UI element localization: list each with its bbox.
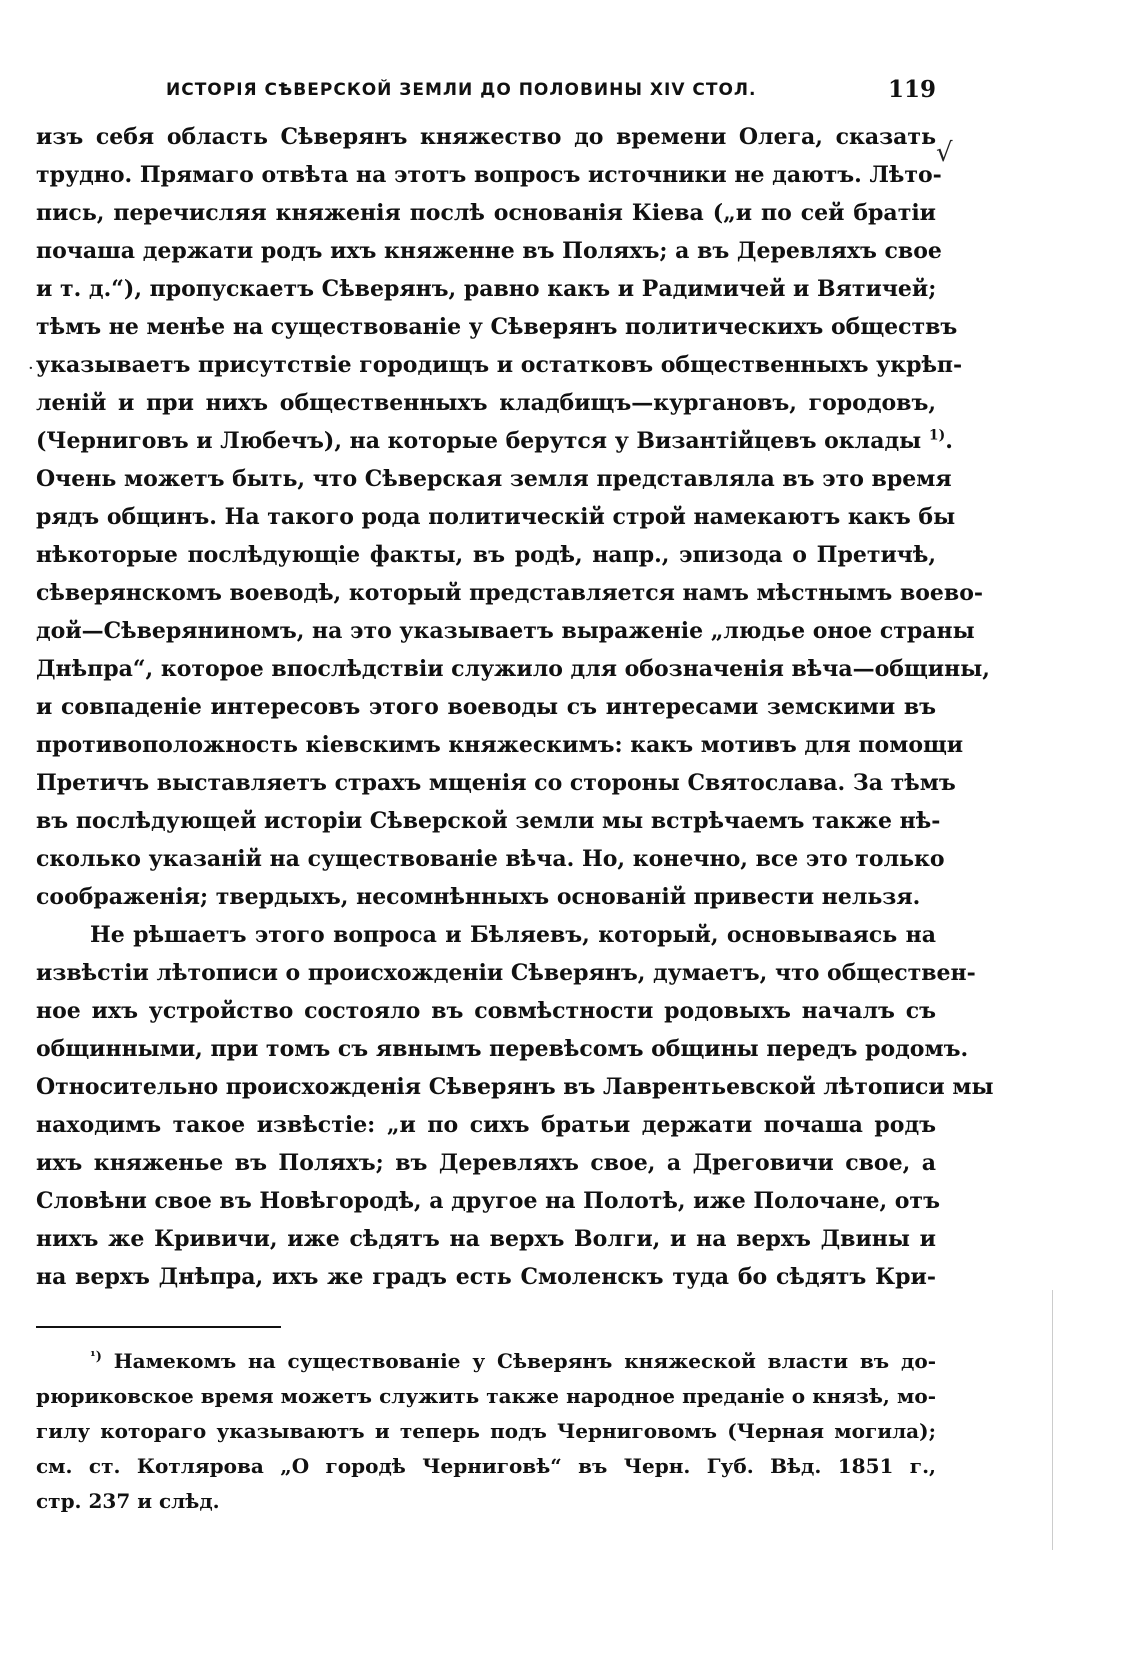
text-line: на верхъ Днѣпра, ихъ же градъ есть Смоленскъ туда бо сѣдятъ Кри- bbox=[36, 1264, 936, 1290]
text-line: нѣкоторые послѣдующіе факты, въ родѣ, напр., эпизода о Претичѣ, bbox=[36, 542, 936, 568]
text-line: общинными, при томъ съ явнымъ перевѣсомъ общины передъ родомъ. bbox=[36, 1036, 969, 1062]
page-header bbox=[36, 70, 936, 118]
page-number: 119 bbox=[887, 76, 936, 103]
text-line: находимъ такое извѣстіе: „и по сихъ братьи держати почаша родъ bbox=[36, 1112, 936, 1138]
text-line: и совпаденіе интересовъ этого воеводы съ интересами земскими въ bbox=[36, 694, 936, 720]
running-title: ИСТОРІЯ СѢВЕРСКОЙ ЗЕМЛИ ДО ПОЛОВИНЫ XIV СТОЛ. bbox=[166, 80, 757, 100]
footnote-line-with-mark bbox=[36, 1344, 936, 1379]
footnote-line: рюриковское время можетъ служить также народное преданіе о князѣ, мо- bbox=[36, 1384, 936, 1408]
main-text bbox=[36, 118, 994, 1296]
text-line: Словѣни свое въ Новѣгородѣ, а другое на Полотѣ, иже Полочане, отъ bbox=[36, 1188, 940, 1214]
text-line: Претичъ выставляетъ страхъ мщенія со стороны Святослава. За тѣмъ bbox=[36, 770, 956, 796]
text-line: и т. д.“), пропускаетъ Сѣверянъ, равно какъ и Радимичей и Вятичей; bbox=[36, 276, 937, 302]
text-line: Очень можетъ быть, что Сѣверская земля представляла въ это время bbox=[36, 466, 952, 492]
text-line: Относительно происхожденія Сѣверянъ въ Лаврентьевской лѣтописи мы bbox=[36, 1074, 994, 1100]
margin-line bbox=[1052, 1290, 1053, 1550]
text-line: трудно. Прямаго отвѣта на этотъ вопросъ источники не даютъ. Лѣто- bbox=[36, 162, 942, 188]
text-line: леній и при нихъ общественныхъ кладбищъ—кургановъ, городовъ, bbox=[36, 390, 936, 416]
footnote-line: см. ст. Котлярова „О городѣ Черниговѣ“ въ Черн. Губ. Вѣд. 1851 г., bbox=[36, 1454, 936, 1478]
text-line: указываетъ присутствіе городищъ и остатковъ общественныхъ укрѣп- bbox=[36, 352, 963, 378]
text-line: почаша держати родъ ихъ княженне въ Поляхъ; а въ Деревляхъ свое bbox=[36, 238, 942, 264]
footnote-line: стр. 237 и слѣд. bbox=[36, 1489, 220, 1513]
paragraph-start-line: Не рѣшаетъ этого вопроса и Бѣляевъ, который, основываясь на bbox=[90, 922, 936, 948]
footnote-line: гилу котораго указываютъ и теперь подъ Черниговомъ (Черная могила); bbox=[36, 1419, 936, 1443]
text-line: въ послѣдующей исторіи Сѣверской земли мы встрѣчаемъ также нѣ- bbox=[36, 808, 941, 834]
text-line: дой—Сѣверяниномъ, на это указываетъ выраженіе „людье оное страны bbox=[36, 618, 975, 644]
text-line: пись, перечисляя княженія послѣ основанія Кіева („и по сей братіи bbox=[36, 200, 936, 226]
footnote-separator bbox=[36, 1326, 281, 1328]
footnote-reference: 1) bbox=[928, 427, 946, 444]
text-line: рядъ общинъ. На такого рода политическій строй намекаютъ какъ бы bbox=[36, 504, 956, 530]
footnote bbox=[36, 1344, 936, 1519]
footnote-line-content: Намекомъ на существованіе у Сѣверянъ княжеской власти въ до- bbox=[113, 1349, 936, 1373]
text-line: ихъ княженье въ Поляхъ; въ Деревляхъ свое, а Дреговичи свое, а bbox=[36, 1150, 936, 1176]
text-line: противоположность кіевскимъ княжескимъ: какъ мотивъ для помощи bbox=[36, 732, 964, 758]
text-line: изъ себя область Сѣверянъ княжество до времени Олега, сказать bbox=[36, 124, 936, 150]
text-line: соображенія; твердыхъ, несомнѣнныхъ основаній привести нельзя. bbox=[36, 884, 921, 910]
text-line: сколько указаній на существованіе вѣча. Но, конечно, все это только bbox=[36, 846, 945, 872]
footnote-mark: ¹) bbox=[90, 1349, 102, 1365]
text-line: нихъ же Кривичи, иже сѣдятъ на верхъ Волги, и на верхъ Двины и bbox=[36, 1226, 936, 1252]
book-page bbox=[36, 70, 994, 1519]
text-line: извѣстіи лѣтописи о происхожденіи Сѣверянъ, думаетъ, что обществен- bbox=[36, 960, 976, 986]
text-line: Днѣпра“, которое впослѣдствіи служило для обозначенія вѣча—общины, bbox=[36, 656, 990, 682]
text-line: ное ихъ устройство состояло въ совмѣстности родовыхъ началъ съ bbox=[36, 998, 936, 1024]
text-line-content: (Черниговъ и Любечъ), на которые берутся у Византійцевъ оклады bbox=[36, 428, 922, 454]
margin-check-mark: √ bbox=[936, 138, 953, 168]
margin-dot: · bbox=[28, 358, 34, 379]
text-line-with-footnote: (Черниговъ и Любечъ), на которые берутся у Византійцевъ оклады $^{1)}$. bbox=[36, 427, 953, 454]
text-line: сѣверянскомъ воеводѣ, который представляется намъ мѣстнымъ воево- bbox=[36, 580, 984, 606]
text-line: тѣмъ не менѣе на существованіе у Сѣверянъ политическихъ обществъ bbox=[36, 314, 958, 340]
